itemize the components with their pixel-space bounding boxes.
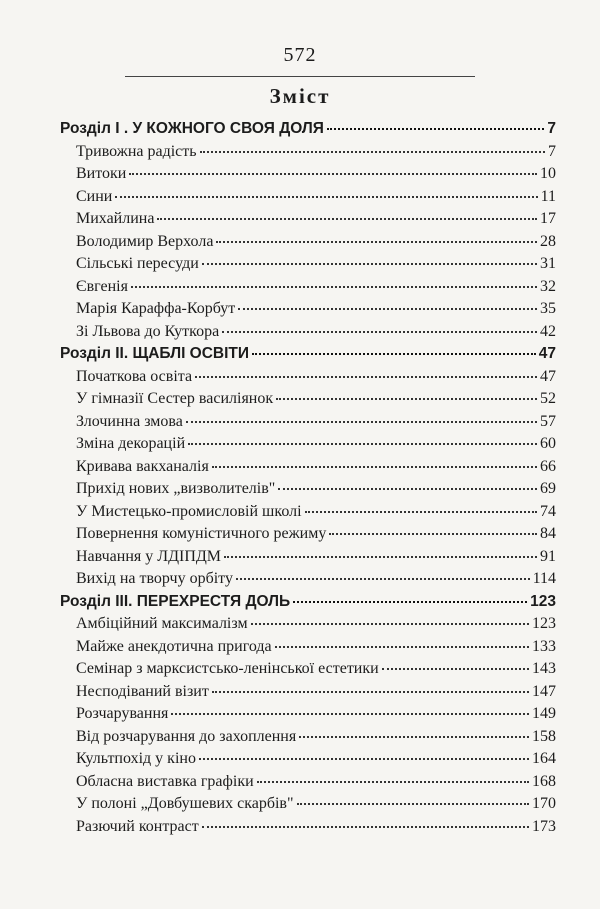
dot-leader [157,218,537,220]
toc-page-number: 123 [530,592,556,610]
toc-entry-title: Кривава вакханалія [76,457,209,475]
dot-leader [188,443,537,445]
toc-page-number: 133 [532,637,556,655]
dot-leader [216,241,537,243]
toc-entry-row [60,276,556,299]
dot-leader [202,263,537,265]
toc-entry-row [60,636,556,659]
toc-page-number: 28 [540,232,556,250]
toc-entry-row [60,568,556,591]
dot-leader [195,376,537,378]
toc-page-number: 164 [532,750,556,768]
toc-entry-row [60,208,556,231]
dot-leader [252,353,536,355]
toc-page-number: 47 [538,345,556,363]
toc-page-number: 7 [548,142,556,160]
dot-leader [382,668,529,670]
dot-leader [115,196,537,198]
toc-entry-row [60,433,556,456]
toc-page-number: 114 [532,570,556,588]
toc-entry-row [60,613,556,636]
toc-entry-title: Тривожна радість [76,142,197,160]
dot-leader [236,578,530,580]
toc-page-number: 47 [540,367,556,385]
dot-leader [305,511,537,513]
dot-leader [222,331,537,333]
dot-leader [224,556,537,558]
toc-entry-title: Євгенія [76,277,128,295]
toc-entry-row [60,748,556,771]
dot-leader [299,736,529,738]
toc-page-number: 123 [532,615,556,633]
toc-entry-title: Марія Караффа-Корбут [76,300,236,318]
toc-entry-row [60,703,556,726]
toc-entry-row [60,658,556,681]
dot-leader [251,623,529,625]
toc-entry-row [60,546,556,569]
toc-page-number: 52 [540,390,556,408]
toc-section-row [60,343,556,366]
toc-entry-title: У гімназії Сестер василіянок [76,390,274,408]
dot-leader [212,466,537,468]
toc-entry-title: Розчарування [76,705,169,723]
toc-entry-row [60,793,556,816]
toc-entry-title: Несподіваний візит [76,682,209,700]
toc-page-number: 168 [532,772,556,790]
toc-entry-row [60,321,556,344]
toc-entry-title: Обласна виставка графіки [76,772,254,790]
toc-entry-row [60,186,556,209]
table-of-contents [60,118,556,839]
toc-entry-row [60,726,556,749]
toc-entry-row [60,411,556,434]
toc-entry-title: Майже анекдотична пригода [76,637,272,655]
toc-entry-row [60,771,556,794]
dot-leader [199,758,529,760]
toc-entry-title: У полоні „Довбушевих скарбів" [76,795,294,813]
toc-page-number: 143 [532,660,556,678]
toc-page-number: 84 [540,525,556,543]
dot-leader [293,601,527,603]
dot-leader [131,286,537,288]
toc-page-number: 57 [540,412,556,430]
dot-leader [257,781,529,783]
toc-entry-title: Разючий контраст [76,817,199,835]
toc-entry-row [60,456,556,479]
toc-entry-title: Амбіційний максималізм [76,615,248,633]
toc-page-number: 149 [532,705,556,723]
toc-page-number: 60 [540,435,556,453]
toc-entry-row [60,366,556,389]
toc-entry-title: Від розчарування до захоплення [76,727,297,745]
toc-entry-title: Михайлина [76,210,155,228]
toc-entry-title: Володимир Верхола [76,232,214,250]
dot-leader [275,646,529,648]
dot-leader [329,533,537,535]
toc-entry-row [60,681,556,704]
dot-leader [186,421,537,423]
toc-page-number: 69 [540,480,556,498]
toc-entry-row [60,298,556,321]
page-number: 572 [283,44,317,66]
toc-page-number: 66 [540,457,556,475]
toc-page-number: 42 [540,322,556,340]
dot-leader [129,173,537,175]
dot-leader [202,826,529,828]
toc-page-number: 91 [540,547,556,565]
dot-leader [276,398,537,400]
toc-section-row [60,591,556,614]
toc-page-number: 35 [540,300,556,318]
toc-entry-row [60,478,556,501]
toc-entry-title: Зміна декорацій [76,435,186,453]
dot-leader [278,488,537,490]
toc-section-title: Розділ ІІ. ЩАБЛІ ОСВІТИ [60,345,250,363]
toc-page-number: 170 [532,795,556,813]
toc-entry-title: Злочинна змова [76,412,183,430]
toc-section-title: Розділ І . У КОЖНОГО СВОЯ ДОЛЯ [60,120,324,137]
toc-entry-row [60,501,556,524]
toc-entry-row [60,816,556,839]
toc-section-row [60,118,556,141]
toc-entry-title: Культпохід у кіно [76,750,196,768]
toc-entry-row [60,523,556,546]
toc-entry-title: Витоки [76,165,127,183]
dot-leader [171,713,529,715]
toc-entry-title: Вихід на творчу орбіту [76,570,233,588]
toc-entry-title: Семінар з марксистсько-ленінської естетики [76,660,379,678]
toc-entry-title: Прихід нових „визволителів" [76,480,276,498]
toc-section-title: Розділ ІІІ. ПЕРЕХРЕСТЯ ДОЛЬ [60,592,291,610]
toc-page-number: 7 [547,120,556,137]
toc-page-number: 11 [540,187,556,205]
toc-page-number: 10 [540,165,556,183]
toc-entry-row [60,141,556,164]
toc-entry-row [60,388,556,411]
toc-entry-title: Початкова освіта [76,367,193,385]
toc-entry-row [60,231,556,254]
dot-leader [327,128,544,130]
page-title: Зміст [269,84,331,108]
toc-page-number: 31 [540,255,556,273]
toc-entry-title: Повернення комуністичного режиму [76,525,327,543]
toc-page-number: 158 [532,727,556,745]
toc-page-number: 74 [540,502,556,520]
toc-entry-title: Зі Львова до Куткора [76,322,220,340]
header-rule [125,76,475,77]
toc-page-number: 32 [540,277,556,295]
toc-entry-title: Сільські пересуди [76,255,199,273]
dot-leader [200,151,545,153]
dot-leader [212,691,529,693]
toc-entry-row [60,163,556,186]
toc-page-number: 173 [532,817,556,835]
dot-leader [238,308,537,310]
toc-entry-title: Навчання у ЛДІПДМ [76,547,222,565]
toc-entry-row [60,253,556,276]
toc-page-number: 17 [540,210,556,228]
dot-leader [297,803,529,805]
toc-entry-title: У Мистецько-промисловій школі [76,502,302,520]
toc-page-number: 147 [532,682,556,700]
toc-entry-title: Сини [76,187,113,205]
